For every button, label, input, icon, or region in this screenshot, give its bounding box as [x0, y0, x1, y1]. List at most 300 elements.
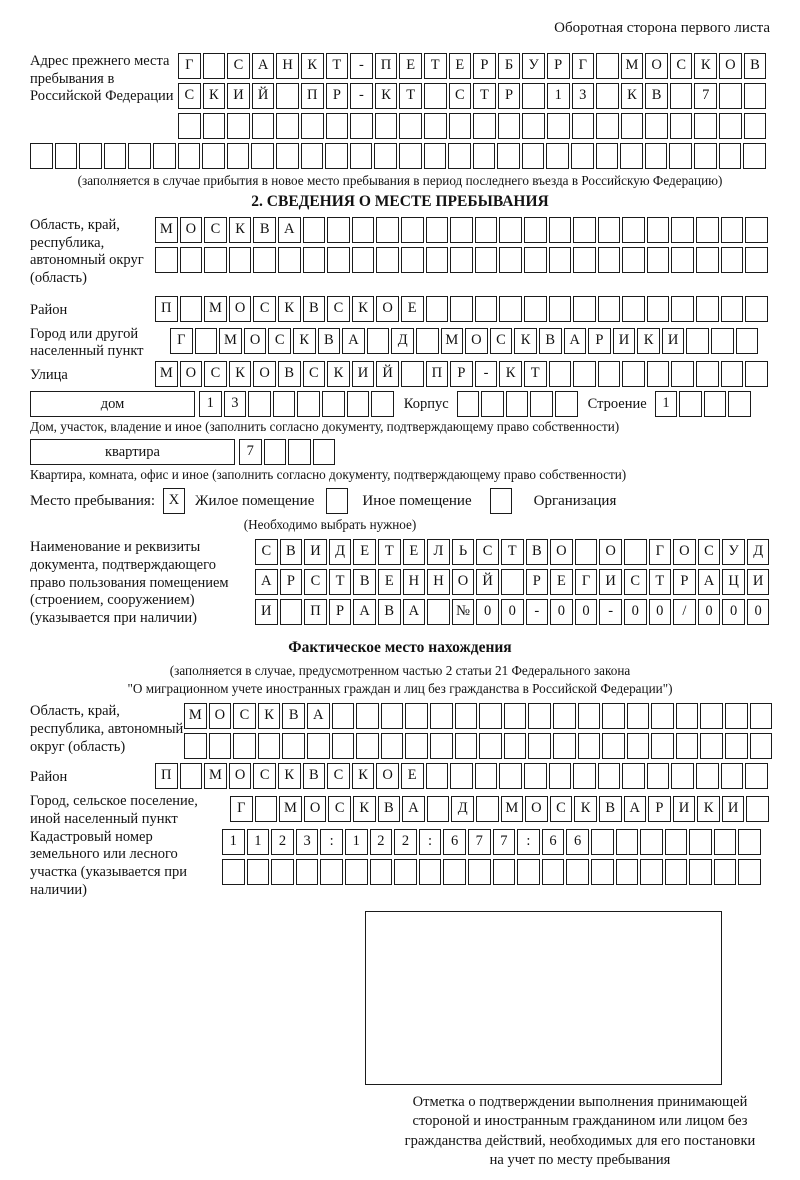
char-cell: С — [328, 796, 351, 822]
char-cell — [504, 703, 527, 729]
region-row-1 — [155, 217, 770, 243]
stamp-caption-line-3: гражданства действий, необходимых для его постановки — [404, 1132, 756, 1149]
char-cell — [651, 733, 674, 759]
char-cell: И — [227, 83, 250, 109]
char-cell: О — [229, 296, 252, 322]
char-cell — [696, 361, 719, 387]
char-cell: К — [258, 703, 281, 729]
char-cell — [501, 569, 524, 595]
char-cell — [227, 113, 250, 139]
char-cell: А — [255, 569, 278, 595]
char-cell: В — [280, 539, 303, 565]
char-cell: 1 — [547, 83, 570, 109]
char-cell: 6 — [542, 829, 565, 855]
document-row-2 — [255, 569, 771, 595]
char-cell: В — [378, 796, 401, 822]
apartment-number-row — [239, 439, 337, 465]
char-cell — [542, 859, 565, 885]
char-cell: О — [253, 361, 276, 387]
char-cell — [374, 143, 397, 169]
char-cell — [325, 143, 348, 169]
char-cell — [375, 113, 398, 139]
char-cell: 7 — [694, 83, 717, 109]
char-cell: / — [673, 599, 696, 625]
char-cell: 7 — [239, 439, 262, 465]
char-cell: 1 — [655, 391, 678, 417]
char-cell: С — [490, 328, 513, 354]
char-cell — [405, 733, 428, 759]
char-cell: 2 — [271, 829, 294, 855]
char-cell — [528, 703, 551, 729]
char-cell — [449, 113, 472, 139]
char-cell — [499, 296, 522, 322]
char-cell — [676, 703, 699, 729]
char-cell — [647, 361, 670, 387]
char-cell: М — [219, 328, 242, 354]
char-cell — [499, 763, 522, 789]
char-cell: И — [613, 328, 636, 354]
cadastre-section — [30, 829, 770, 900]
char-cell — [549, 296, 572, 322]
stay-option-other-label: Иное помещение — [362, 492, 472, 509]
char-cell: Т — [524, 361, 547, 387]
house-number-row — [199, 391, 396, 417]
char-cell: О — [244, 328, 267, 354]
char-cell: Н — [403, 569, 426, 595]
char-cell: А — [403, 599, 426, 625]
char-cell — [745, 763, 768, 789]
char-cell — [671, 763, 694, 789]
char-cell — [694, 143, 717, 169]
char-cell — [598, 217, 621, 243]
stay-type-note: (Необходимо выбрать нужное) — [243, 517, 417, 533]
char-cell — [376, 217, 399, 243]
char-cell — [736, 328, 759, 354]
char-cell: О — [452, 569, 475, 595]
prev-address-row-2 — [178, 83, 768, 109]
char-cell: Е — [401, 763, 424, 789]
char-cell — [473, 113, 496, 139]
char-cell: 0 — [624, 599, 647, 625]
char-cell — [622, 361, 645, 387]
document-section — [30, 539, 770, 629]
char-cell: Д — [747, 539, 770, 565]
char-cell: Е — [353, 539, 376, 565]
char-cell: М — [279, 796, 302, 822]
char-cell: О — [229, 763, 252, 789]
char-cell — [704, 391, 727, 417]
char-cell — [178, 143, 201, 169]
document-row-3 — [255, 599, 771, 625]
char-cell: Г — [170, 328, 193, 354]
char-cell — [430, 733, 453, 759]
char-cell — [714, 829, 737, 855]
char-cell: К — [694, 53, 717, 79]
char-cell — [745, 361, 768, 387]
char-cell — [247, 859, 270, 885]
char-cell — [313, 439, 336, 465]
char-cell: М — [501, 796, 524, 822]
char-cell: К — [352, 296, 375, 322]
char-cell — [578, 703, 601, 729]
page-header: Оборотная сторона первого листа — [554, 20, 770, 36]
char-cell — [598, 247, 621, 273]
char-cell: 0 — [575, 599, 598, 625]
char-cell: - — [526, 599, 549, 625]
char-cell — [647, 217, 670, 243]
char-cell: А — [342, 328, 365, 354]
char-cell: Е — [378, 569, 401, 595]
char-cell: 3 — [572, 83, 595, 109]
street-label: Улица — [30, 367, 68, 384]
char-cell — [476, 796, 499, 822]
char-cell — [475, 296, 498, 322]
char-cell: Т — [399, 83, 422, 109]
char-cell — [647, 296, 670, 322]
char-cell — [640, 829, 663, 855]
char-cell — [153, 143, 176, 169]
char-cell: 6 — [566, 829, 589, 855]
char-cell — [676, 733, 699, 759]
char-cell — [345, 859, 368, 885]
char-cell: В — [253, 217, 276, 243]
char-cell — [743, 143, 766, 169]
apartment-section — [30, 439, 770, 465]
char-cell — [651, 703, 674, 729]
char-cell: Р — [498, 83, 521, 109]
char-cell: И — [722, 796, 745, 822]
char-cell: К — [514, 328, 537, 354]
char-cell — [178, 113, 201, 139]
char-cell — [622, 763, 645, 789]
char-cell: Ц — [722, 569, 745, 595]
char-cell — [229, 247, 252, 273]
char-cell: В — [539, 328, 562, 354]
char-cell — [475, 763, 498, 789]
char-cell: М — [155, 217, 178, 243]
char-cell — [424, 113, 447, 139]
actual-city-row — [230, 796, 771, 822]
char-cell: Т — [329, 569, 352, 595]
char-cell: Д — [451, 796, 474, 822]
cadastre-row-2 — [222, 859, 763, 885]
char-cell — [671, 217, 694, 243]
char-cell: С — [476, 539, 499, 565]
char-cell — [426, 217, 449, 243]
prev-address-row-4 — [30, 143, 770, 169]
char-cell: Р — [673, 569, 696, 595]
char-cell — [273, 391, 296, 417]
char-cell — [475, 247, 498, 273]
char-cell — [202, 143, 225, 169]
actual-region-grid — [184, 703, 774, 763]
stay-type-section — [30, 487, 770, 515]
char-cell: Р — [329, 599, 352, 625]
char-cell — [696, 217, 719, 243]
char-cell — [376, 247, 399, 273]
char-cell — [738, 829, 761, 855]
char-cell — [332, 703, 355, 729]
region-row-2 — [155, 247, 770, 273]
char-cell: И — [255, 599, 278, 625]
stamp-box — [365, 911, 722, 1085]
char-cell — [640, 859, 663, 885]
char-cell — [517, 859, 540, 885]
char-cell — [233, 733, 256, 759]
char-cell — [381, 703, 404, 729]
char-cell — [598, 763, 621, 789]
char-cell: А — [353, 599, 376, 625]
char-cell: Й — [476, 569, 499, 595]
document-label: Наименование и реквизиты документа, подтверждающего право пользования помещением (строением, сооружением) (указывается при наличии) — [30, 539, 229, 626]
char-cell — [276, 83, 299, 109]
char-cell — [320, 859, 343, 885]
char-cell — [645, 113, 668, 139]
char-cell — [679, 391, 702, 417]
char-cell — [203, 113, 226, 139]
char-cell — [689, 859, 712, 885]
char-cell: Р — [326, 83, 349, 109]
char-cell: : — [419, 829, 442, 855]
house-section — [30, 391, 770, 417]
char-cell: С — [303, 361, 326, 387]
char-cell: 2 — [370, 829, 393, 855]
char-cell — [711, 328, 734, 354]
char-cell — [573, 763, 596, 789]
char-cell — [572, 113, 595, 139]
char-cell: А — [307, 703, 330, 729]
char-cell — [498, 113, 521, 139]
char-cell: : — [517, 829, 540, 855]
char-cell — [227, 143, 250, 169]
char-cell — [670, 113, 693, 139]
char-cell — [700, 733, 723, 759]
stroenie-row — [655, 391, 753, 417]
char-cell — [524, 763, 547, 789]
char-cell — [481, 391, 504, 417]
char-cell — [497, 143, 520, 169]
char-cell — [504, 733, 527, 759]
char-cell — [443, 859, 466, 885]
char-cell — [264, 439, 287, 465]
char-cell — [332, 733, 355, 759]
char-cell: Р — [648, 796, 671, 822]
char-cell — [184, 733, 207, 759]
char-cell: : — [320, 829, 343, 855]
char-cell: 0 — [747, 599, 770, 625]
char-cell — [524, 247, 547, 273]
char-cell — [745, 217, 768, 243]
char-cell — [203, 53, 226, 79]
char-cell: К — [621, 83, 644, 109]
char-cell: П — [375, 53, 398, 79]
char-cell: С — [624, 569, 647, 595]
document-row-1 — [255, 539, 771, 565]
char-cell — [296, 859, 319, 885]
char-cell: Н — [276, 53, 299, 79]
char-cell: В — [599, 796, 622, 822]
char-cell: С — [204, 361, 227, 387]
char-cell — [370, 859, 393, 885]
char-cell — [450, 296, 473, 322]
char-cell — [549, 763, 572, 789]
char-cell — [596, 143, 619, 169]
prev-address-row-3 — [178, 113, 768, 139]
char-cell — [427, 599, 450, 625]
char-cell — [455, 733, 478, 759]
region-grid — [155, 217, 770, 277]
char-cell — [647, 247, 670, 273]
char-cell — [350, 143, 373, 169]
char-cell — [204, 247, 227, 273]
char-cell — [278, 247, 301, 273]
char-cell: И — [673, 796, 696, 822]
char-cell — [493, 859, 516, 885]
stroenie-label: Строение — [587, 395, 647, 412]
char-cell: 2 — [394, 829, 417, 855]
char-cell — [665, 859, 688, 885]
char-cell — [744, 83, 767, 109]
char-cell — [571, 143, 594, 169]
char-cell — [326, 113, 349, 139]
char-cell — [327, 217, 350, 243]
char-cell — [401, 217, 424, 243]
char-cell — [591, 829, 614, 855]
street-row — [155, 361, 770, 387]
actual-location-note-2: "О миграционном учете иностранных граждан и лиц без гражданства в Российской Федерации") — [127, 681, 673, 697]
char-cell — [750, 703, 773, 729]
char-cell: К — [697, 796, 720, 822]
char-cell: М — [441, 328, 464, 354]
char-cell — [327, 247, 350, 273]
char-cell — [180, 247, 203, 273]
stamp-caption-line-4: на учет по месту пребывания — [489, 1151, 671, 1168]
char-cell — [499, 217, 522, 243]
char-cell — [670, 83, 693, 109]
char-cell: О — [209, 703, 232, 729]
char-cell: П — [426, 361, 449, 387]
char-cell: 1 — [199, 391, 222, 417]
char-cell: 0 — [722, 599, 745, 625]
char-cell: С — [204, 217, 227, 243]
stay-type-label: Место пребывания: — [30, 492, 155, 509]
char-cell — [155, 247, 178, 273]
char-cell — [251, 143, 274, 169]
char-cell — [288, 439, 311, 465]
char-cell: Г — [649, 539, 672, 565]
char-cell: Т — [326, 53, 349, 79]
stay-option-residential-label: Жилое помещение — [195, 492, 315, 509]
char-cell: С — [449, 83, 472, 109]
char-cell — [714, 859, 737, 885]
stay-option-organization-checkbox — [490, 488, 512, 514]
char-cell — [252, 113, 275, 139]
stamp-caption-line-2: стороной и иностранным гражданином или лицом без — [412, 1113, 748, 1130]
char-cell: А — [564, 328, 587, 354]
char-cell — [719, 83, 742, 109]
char-cell: К — [327, 361, 350, 387]
char-cell — [725, 703, 748, 729]
char-cell — [621, 113, 644, 139]
char-cell: № — [452, 599, 475, 625]
char-cell — [30, 143, 53, 169]
char-cell — [426, 763, 449, 789]
char-cell — [596, 83, 619, 109]
char-cell — [222, 859, 245, 885]
char-cell: Е — [403, 539, 426, 565]
stay-option-organization-label: Организация — [533, 492, 617, 509]
char-cell — [394, 859, 417, 885]
char-cell — [553, 733, 576, 759]
apartment-note: Квартира, комната, офис и иное (заполнить согласно документу, подтверждающему право собственности) — [30, 467, 627, 483]
char-cell: 3 — [296, 829, 319, 855]
char-cell — [522, 113, 545, 139]
char-cell — [475, 217, 498, 243]
char-cell: 0 — [501, 599, 524, 625]
char-cell — [450, 247, 473, 273]
char-cell: Т — [501, 539, 524, 565]
char-cell — [627, 733, 650, 759]
char-cell — [528, 733, 551, 759]
actual-region-label: Область, край, республика, автономный округ (область) — [30, 703, 184, 755]
char-cell — [499, 247, 522, 273]
char-cell: К — [229, 361, 252, 387]
char-cell: О — [376, 296, 399, 322]
char-cell — [426, 247, 449, 273]
char-cell — [721, 763, 744, 789]
prev-address-label: Адрес прежнего места пребывания в Российской Федерации — [30, 53, 174, 105]
char-cell — [280, 599, 303, 625]
district-row — [155, 296, 770, 322]
char-cell — [745, 247, 768, 273]
char-cell — [700, 703, 723, 729]
char-cell — [195, 328, 218, 354]
char-cell — [356, 733, 379, 759]
char-cell — [276, 143, 299, 169]
char-cell — [598, 296, 621, 322]
char-cell — [381, 733, 404, 759]
char-cell: К — [353, 796, 376, 822]
char-cell — [522, 83, 545, 109]
char-cell: Т — [473, 83, 496, 109]
char-cell — [297, 391, 320, 417]
char-cell — [248, 391, 271, 417]
char-cell: К — [203, 83, 226, 109]
char-cell — [573, 361, 596, 387]
char-cell — [555, 391, 578, 417]
char-cell: Р — [588, 328, 611, 354]
char-cell: В — [378, 599, 401, 625]
char-cell: С — [670, 53, 693, 79]
char-cell — [401, 361, 424, 387]
char-cell — [721, 296, 744, 322]
char-cell — [671, 296, 694, 322]
char-cell — [622, 247, 645, 273]
char-cell: М — [184, 703, 207, 729]
char-cell — [371, 391, 394, 417]
char-cell — [301, 143, 324, 169]
char-cell: Е — [399, 53, 422, 79]
char-cell — [566, 859, 589, 885]
prev-address-grid — [178, 53, 768, 143]
stay-option-other-checkbox — [326, 488, 348, 514]
char-cell — [426, 296, 449, 322]
char-cell — [468, 859, 491, 885]
char-cell: С — [253, 763, 276, 789]
char-cell — [578, 733, 601, 759]
char-cell: К — [278, 296, 301, 322]
char-cell — [689, 829, 712, 855]
